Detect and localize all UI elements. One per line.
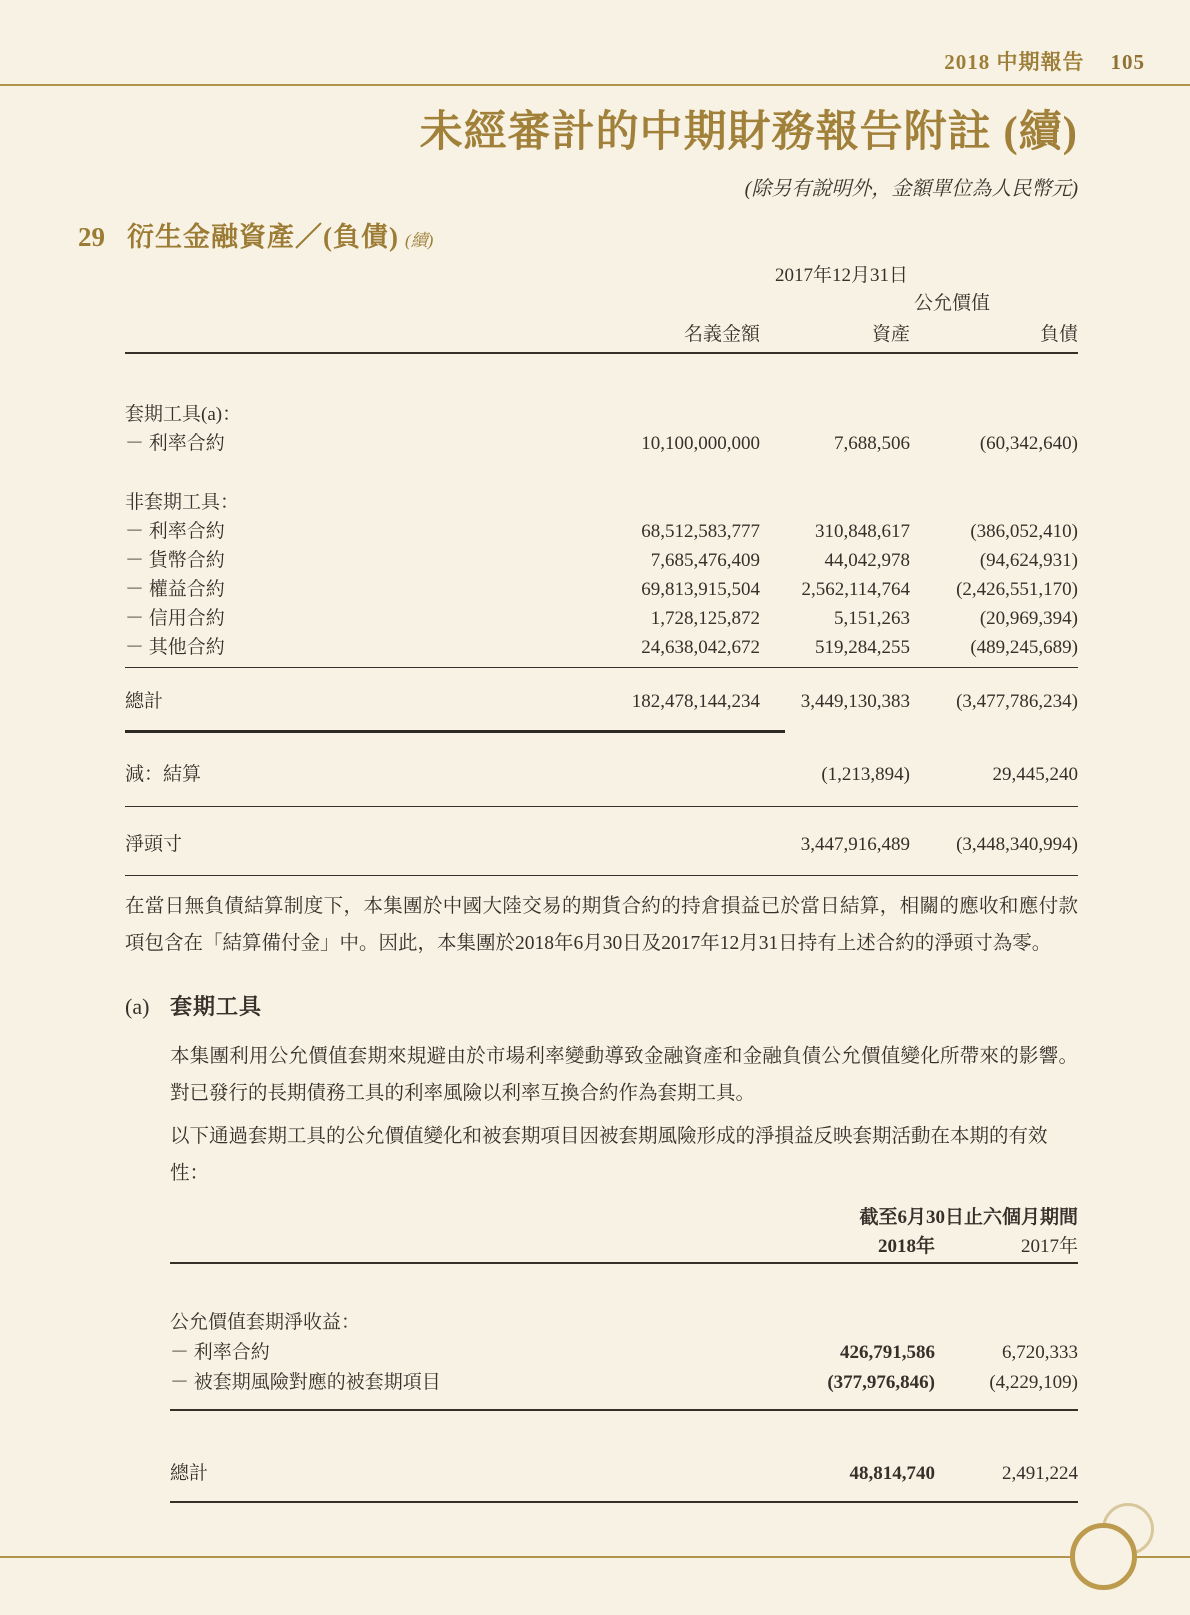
row-label: 淨頭寸 — [125, 834, 183, 855]
section-29-heading — [78, 215, 433, 254]
cell-2018: 426,791,586 — [840, 1342, 935, 1363]
derivatives-table — [125, 262, 1078, 876]
cell-liability: (94,624,931) — [979, 550, 1078, 571]
cell-asset: 5,151,263 — [834, 608, 910, 629]
section-a-heading — [125, 990, 262, 1021]
document-title: 未經審計的中期財務報告附註 (續) — [419, 109, 1078, 156]
row-label: － 其他合約 — [125, 637, 225, 658]
table2-year-headers — [170, 1232, 1078, 1262]
cell-notional: 24,638,042,672 — [641, 637, 760, 658]
col-header-2017: 2017年 — [1020, 1236, 1078, 1257]
cell-2018: (377,976,846) — [827, 1372, 935, 1393]
cell-2018: 48,814,740 — [849, 1462, 935, 1484]
cell-liability: (3,477,786,234) — [956, 691, 1078, 712]
cell-notional: 1,728,125,872 — [650, 608, 760, 629]
footer-rule — [0, 1556, 1190, 1558]
page-number: 105 — [1110, 50, 1145, 74]
cell-notional: 7,685,476,409 — [650, 550, 760, 571]
table-row — [125, 429, 1078, 458]
row-label: － 利率合約 — [170, 1342, 270, 1363]
table2-total-row — [170, 1459, 1078, 1489]
table-row — [125, 546, 1078, 575]
table1-total-rule — [125, 730, 785, 733]
cell-liability: (60,342,640) — [979, 433, 1078, 454]
table1-subtotal-rule — [125, 667, 1078, 668]
cell-asset: 3,447,916,489 — [800, 834, 910, 855]
table-row — [170, 1308, 1078, 1338]
table-row — [170, 1368, 1078, 1398]
total-label: 總計 — [125, 691, 164, 712]
cell-notional: 69,813,915,504 — [641, 579, 760, 600]
report-title: 2018 中期報告 — [944, 50, 1085, 74]
row-label: － 利率合約 — [125, 521, 225, 542]
table-row — [125, 604, 1078, 633]
cell-liability: (2,426,551,170) — [956, 579, 1078, 600]
row-label: － 信用合約 — [125, 608, 225, 629]
table-row — [125, 633, 1078, 662]
cell-notional: 182,478,144,234 — [631, 691, 760, 712]
cell-asset: 2,562,114,764 — [801, 579, 910, 600]
cell-notional: 68,512,583,777 — [641, 521, 760, 542]
header-rule — [0, 84, 1190, 86]
table1-fair-value-header: 公允價值 — [913, 293, 990, 314]
row-label: － 利率合約 — [125, 433, 225, 454]
section-title: 衍生金融資產／(負債) — [127, 222, 399, 252]
cell-asset: 7,688,506 — [834, 433, 910, 454]
group-fair-value-hedge-label: 公允價值套期淨收益： — [170, 1312, 361, 1333]
cell-liability: (3,448,340,994) — [956, 834, 1078, 855]
section-a-paragraph-1: 本集團利用公允價值套期來規避由於市場利率變動導致金融資產和金融負債公允價值變化所帶來的影響。對已發行的長期債務工具的利率風險以利率互換合約作為套期工具。 — [170, 1046, 1078, 1104]
cell-asset: 44,042,978 — [824, 550, 910, 571]
table1-settlement-rule — [125, 806, 1078, 807]
section-a-paragraph-2: 以下通過套期工具的公允價值變化和被套期項目因被套期風險形成的淨損益反映套期活動在本期的有效性： — [170, 1126, 1048, 1184]
row-label: － 貨幣合約 — [125, 550, 225, 571]
table1-net-row — [125, 830, 1078, 860]
cell-liability: (20,969,394) — [979, 608, 1078, 629]
cell-asset: 3,449,130,383 — [800, 691, 910, 712]
footer-decor-circle-gold — [1070, 1523, 1137, 1590]
cell-liability: (386,052,410) — [970, 521, 1078, 542]
settlement-note-paragraph: 在當日無負債結算制度下，本集團於中國大陸交易的期貨合約的持倉損益已於當日結算，相關的應收和應付款項包含在「結算備付金」中。因此，本集團於2018年6月30日及2017年12月31日持有上述合約的淨頭寸為零。 — [125, 896, 1078, 954]
row-label: 減：結算 — [125, 764, 202, 785]
table2-subtotal-rule — [170, 1409, 1078, 1411]
cell-2017: 6,720,333 — [1002, 1342, 1078, 1363]
table-row — [125, 400, 1078, 429]
table1-net-rule — [125, 875, 1078, 876]
row-label: － 權益合約 — [125, 579, 225, 600]
col-header-2018: 2018年 — [877, 1236, 935, 1257]
group-hedging-label: 套期工具(a)： — [125, 404, 242, 425]
col-header-liability: 負債 — [1039, 324, 1078, 345]
table1-header-rule — [125, 352, 1078, 354]
cell-asset: 310,848,617 — [815, 521, 910, 542]
section-continued-label: (續) — [404, 231, 434, 250]
section-a-marker: (a) — [125, 994, 150, 1019]
col-header-notional: 名義金額 — [683, 324, 760, 345]
table2-period-header: 截至6月30日止六個月期間 — [859, 1207, 1078, 1228]
table-row — [125, 488, 1078, 517]
total-label: 總計 — [170, 1462, 209, 1484]
table-row — [125, 517, 1078, 546]
group-non-hedging-label: 非套期工具： — [125, 492, 240, 513]
cell-asset: 519,284,255 — [815, 637, 910, 658]
hedge-effectiveness-table — [170, 1204, 1078, 1503]
table2-total-rule — [170, 1501, 1078, 1503]
table1-date-header: 2017年12月31日 — [774, 265, 908, 286]
col-header-asset: 資產 — [871, 324, 910, 345]
table-row — [125, 575, 1078, 604]
section-a-title: 套期工具 — [170, 994, 263, 1019]
cell-2017: (4,229,109) — [989, 1372, 1078, 1393]
cell-asset: (1,213,894) — [821, 764, 910, 785]
table1-settlement-row — [125, 760, 1078, 790]
cell-2017: 2,491,224 — [1002, 1462, 1078, 1484]
page-header — [944, 46, 1145, 76]
cell-liability: 29,445,240 — [992, 764, 1078, 785]
table1-column-headers — [125, 318, 1078, 352]
section-number: 29 — [78, 222, 105, 252]
row-label: － 被套期風險對應的被套期項目 — [170, 1372, 441, 1393]
cell-notional: 10,100,000,000 — [641, 433, 760, 454]
document-subtitle: (除另有說明外，金額單位為人民幣元) — [744, 178, 1078, 200]
cell-liability: (489,245,689) — [970, 637, 1078, 658]
table1-total-row — [125, 687, 1078, 717]
table2-header-rule — [170, 1262, 1078, 1264]
table-row — [170, 1338, 1078, 1368]
